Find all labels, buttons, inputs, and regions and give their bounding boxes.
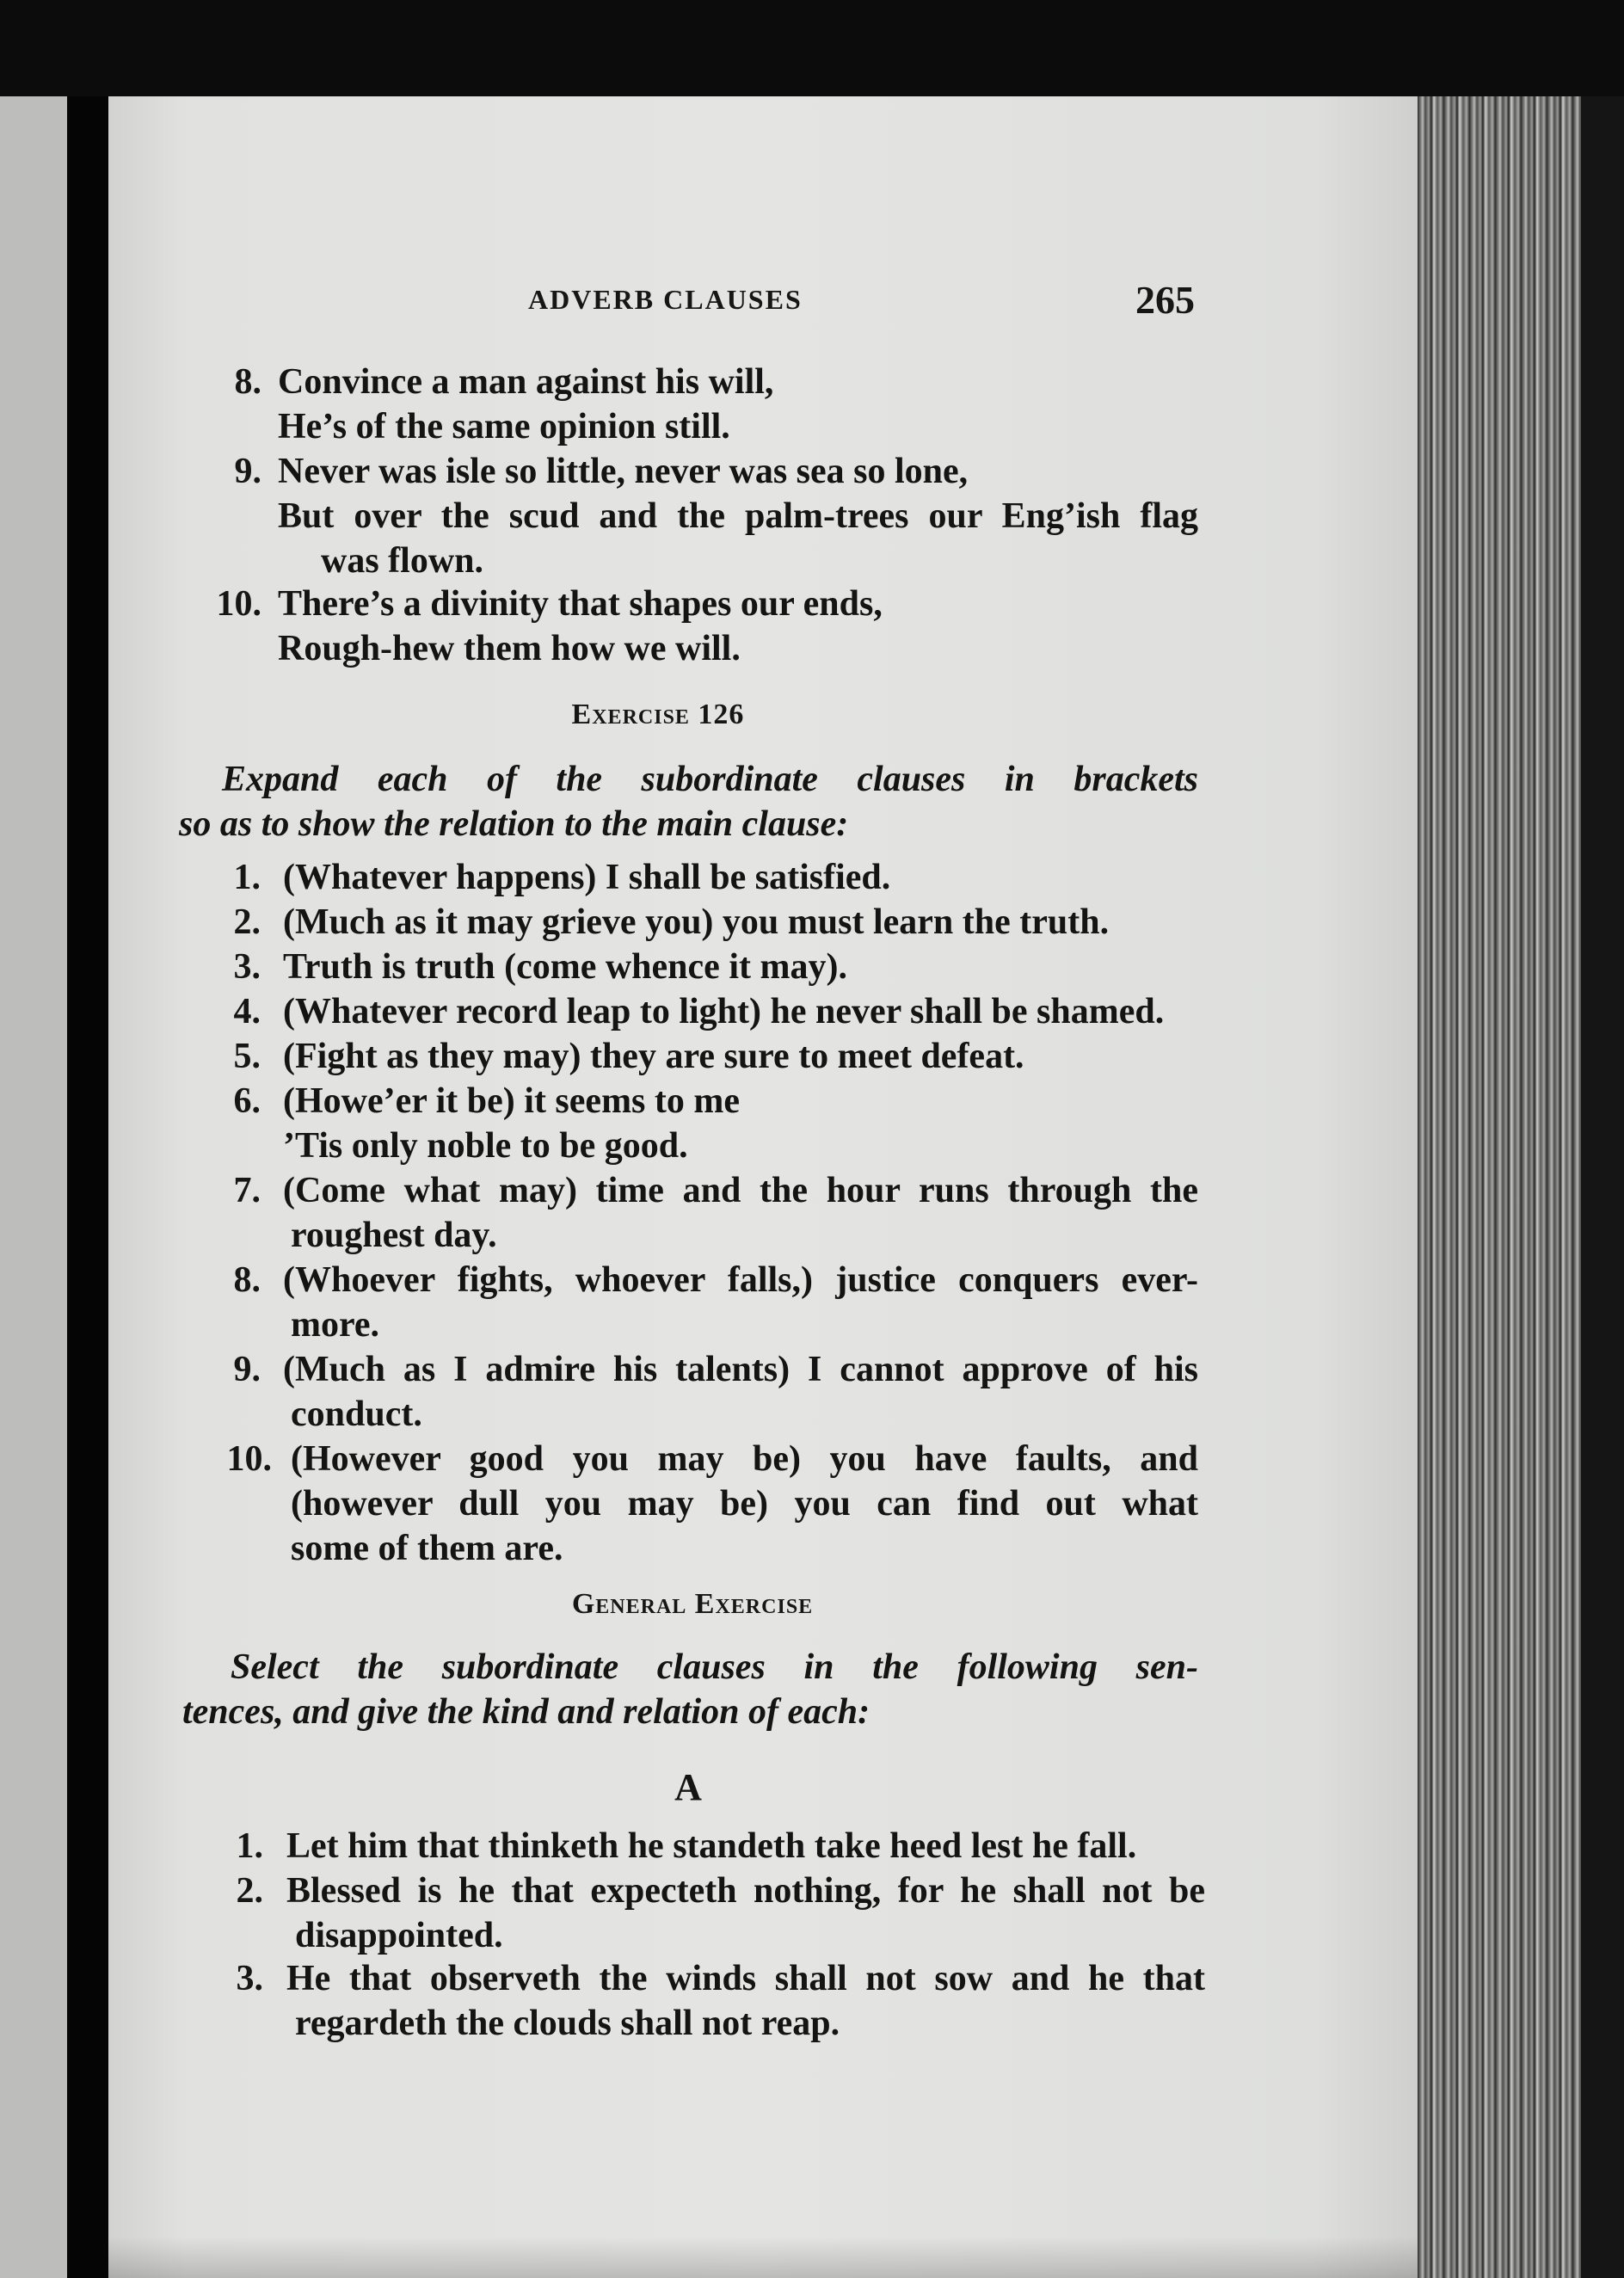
exercise-line: roughest day.: [291, 1216, 497, 1255]
instruction-line: Expand each of the subordinate clauses in brackets: [222, 760, 1198, 799]
instruction-line: tences, and give the kind and relation of each:: [182, 1692, 870, 1732]
section-letter: A: [674, 1766, 702, 1808]
item-number: 8.: [233, 1260, 261, 1300]
item-number: 1.: [233, 858, 261, 897]
exercise-line: (however dull you may be) you can find out what: [291, 1484, 1198, 1524]
exercise-line: (Whoever fights, whoever falls,) justice conquers ever-: [283, 1260, 1198, 1300]
item-number: 1.: [236, 1826, 263, 1866]
exercise-line: (Come what may) time and the hour runs through the: [283, 1171, 1198, 1210]
facing-page-edge: [0, 96, 67, 2278]
exercise-line: Truth is truth (come whence it may).: [283, 947, 847, 987]
exercise-line: (Much as I admire his talents) I cannot approve of his: [283, 1350, 1198, 1389]
scan-right-border: [1581, 96, 1624, 2278]
sentence-line: Let him that thinketh he standeth take heed lest he fall.: [286, 1826, 1137, 1866]
instruction-line: so as to show the relation to the main clause:: [179, 804, 849, 844]
running-head: ADVERB CLAUSES: [528, 284, 803, 315]
book-gutter: [67, 96, 108, 2278]
sentence-line: He that observeth the winds shall not sow and he that: [286, 1959, 1205, 1998]
exercise-heading: Exercise 126: [571, 699, 745, 730]
exercise-line: (Howe’er it be) it seems to me: [283, 1081, 741, 1121]
item-number: 2.: [236, 1871, 263, 1911]
instruction-line: Select the subordinate clauses in the following sen-: [231, 1647, 1198, 1687]
exercise-line: (Fight as they may) they are sure to meet defeat.: [283, 1037, 1024, 1076]
exercise-line: (Whatever happens) I shall be satisfied.: [283, 858, 891, 897]
verse-line: Rough-hew them how we will.: [278, 629, 741, 668]
item-number: 9.: [233, 1350, 261, 1389]
exercise-line: (However good you may be) you have faults, and: [291, 1439, 1198, 1479]
item-number: 4.: [233, 992, 261, 1031]
item-number: 2.: [233, 902, 261, 942]
verse-line: He’s of the same opinion still.: [278, 407, 730, 446]
item-number: 9.: [234, 452, 261, 491]
verse-line: Never was isle so little, never was sea so lone,: [278, 452, 969, 491]
page-number: 265: [1135, 278, 1195, 322]
verse-line: Convince a man against his will,: [278, 362, 774, 402]
exercise-line: (Much as it may grieve you) you must learn the truth.: [283, 902, 1110, 942]
verse-line: But over the scud and the palm-trees our Eng’ish flag: [278, 496, 1198, 536]
item-number: 7.: [233, 1171, 261, 1210]
sentence-line: disappointed.: [295, 1916, 503, 1955]
item-number: 6.: [233, 1081, 261, 1121]
verse-line: There’s a divinity that shapes our ends,: [278, 584, 883, 624]
item-number: 3.: [233, 947, 261, 987]
general-exercise-heading: General Exercise: [571, 1588, 814, 1620]
item-number: 3.: [236, 1959, 263, 1998]
scan-top-border: [0, 0, 1624, 96]
exercise-line: ’Tis only noble to be good.: [283, 1126, 688, 1166]
verse-line: was flown.: [321, 541, 484, 581]
sentence-line: Blessed is he that expecteth nothing, for he shall not be: [286, 1871, 1205, 1911]
exercise-line: (Whatever record leap to light) he never shall be shamed.: [283, 992, 1165, 1031]
sentence-line: regardeth the clouds shall not reap.: [295, 2004, 840, 2043]
page-bottom-shadow: [108, 2237, 1418, 2278]
item-number: 10.: [216, 584, 261, 624]
item-number: 8.: [234, 362, 261, 402]
exercise-line: more.: [291, 1305, 380, 1345]
item-number: 5.: [233, 1037, 261, 1076]
exercise-line: some of them are.: [291, 1529, 563, 1568]
item-number: 10.: [226, 1439, 272, 1479]
exercise-line: conduct.: [291, 1395, 422, 1434]
